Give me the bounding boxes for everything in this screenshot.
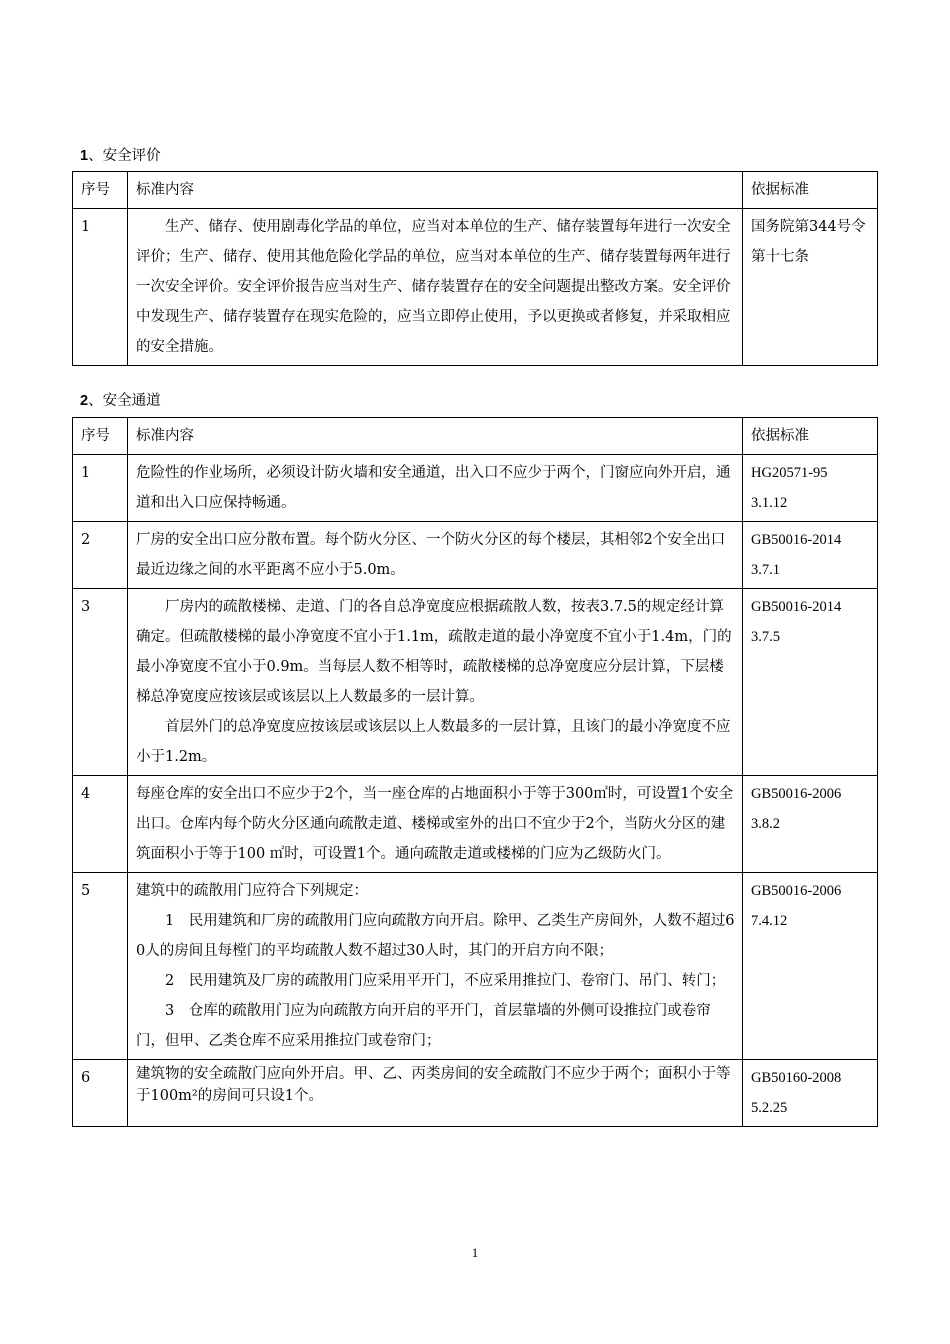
row-number: 1 xyxy=(73,209,128,366)
reference-source: GB50016-2006 xyxy=(751,883,842,899)
reference-clause: 3.7.5 xyxy=(751,629,780,645)
section-label: 、安全通道 xyxy=(88,393,161,409)
content-paragraph: 1 民用建筑和厂房的疏散用门应向疏散方向开启。除甲、乙类生产房间外，人数不超过60人的房间且每樘门的平均疏散人数不超过30人时，其门的开启方向不限； xyxy=(136,913,735,959)
header-content: 标准内容 xyxy=(128,172,743,209)
reference-clause: 3.1.12 xyxy=(751,495,788,511)
row-reference xyxy=(743,1060,878,1127)
reference-source: HG20571-95 xyxy=(751,465,828,481)
content-paragraph: 首层外门的总净宽度应按该层或该层以上人数最多的一层计算，且该门的最小净宽度不应小于1.2m。 xyxy=(136,719,731,765)
table-row xyxy=(73,776,878,873)
table-row xyxy=(73,589,878,776)
reference-clause: 3.8.2 xyxy=(751,816,780,832)
header-seq: 序号 xyxy=(73,172,128,209)
reference-clause: 3.7.1 xyxy=(751,562,780,578)
row-reference xyxy=(743,589,878,776)
row-content xyxy=(128,873,743,1060)
reference-clause: 5.2.25 xyxy=(751,1100,788,1116)
reference-source: GB50016-2014 xyxy=(751,599,842,615)
row-content xyxy=(128,522,743,589)
table-row xyxy=(73,522,878,589)
content-paragraph: 危险性的作业场所，必须设计防火墙和安全通道，出入口不应少于两个，门窗应向外开启，通道和出入口应保持畅通。 xyxy=(136,465,731,511)
content-paragraph: 厂房的安全出口应分散布置。每个防火分区、一个防火分区的每个楼层，其相邻2个安全出口最近边缘之间的水平距离不应小于5.0m。 xyxy=(136,532,726,578)
reference-clause: 第十七条 xyxy=(751,249,809,265)
content-paragraph: 2 民用建筑及厂房的疏散用门应采用平开门，不应采用推拉门、卷帘门、吊门、转门； xyxy=(165,973,726,989)
content-paragraph: 厂房内的疏散楼梯、走道、门的各自总净宽度应根据疏散人数，按表3.7.5的规定经计算确定。但疏散楼梯的最小净宽度不宜小于1.1m，疏散走道的最小净宽度不宜小于1.4m，门的最小净宽度不宜小于0.9m。当每层人数不相等时，疏散楼梯的总净宽度应分层计算，下层楼梯总净宽度应按该层或该层以上人数最多的一层计算。 xyxy=(136,599,732,705)
row-content xyxy=(128,589,743,776)
section-title xyxy=(80,146,161,166)
row-reference xyxy=(743,455,878,522)
section-number: 1 xyxy=(80,148,89,164)
row-content xyxy=(128,776,743,873)
reference-source: GB50016-2014 xyxy=(751,532,842,548)
content-paragraph: 每座仓库的安全出口不应少于2个，当一座仓库的占地面积小于等于300㎡时，可设置1个安全出口。仓库内每个防火分区通向疏散走道、楼梯或室外的出口不宜少于2个，当防火分区的建筑面积小于等于100 ㎡时，可设置1个。通向疏散走道或楼梯的门应为乙级防火门。 xyxy=(136,786,734,862)
reference-source: GB50016-2006 xyxy=(751,786,842,802)
row-number: 4 xyxy=(73,776,128,873)
row-number: 3 xyxy=(73,589,128,776)
table-row xyxy=(73,209,878,366)
row-content xyxy=(128,209,743,366)
row-reference xyxy=(743,522,878,589)
header-reference: 依据标准 xyxy=(743,418,878,455)
section-label: 、安全评价 xyxy=(88,148,161,164)
row-reference xyxy=(743,776,878,873)
row-reference xyxy=(743,873,878,1060)
content-paragraph: 建筑中的疏散用门应符合下列规定： xyxy=(136,883,368,899)
row-number: 1 xyxy=(73,455,128,522)
row-content xyxy=(128,1060,743,1127)
section-title xyxy=(80,391,161,411)
standards-table-2 xyxy=(72,417,878,1127)
reference-clause: 7.4.12 xyxy=(751,913,788,929)
content-paragraph: 建筑物的安全疏散门应向外开启。甲、乙、丙类房间的安全疏散门不应少于两个；面积小于等于100m²的房间可只设1个。 xyxy=(136,1066,731,1104)
header-reference: 依据标准 xyxy=(743,172,878,209)
section-number: 2 xyxy=(80,393,89,409)
header-content: 标准内容 xyxy=(128,418,743,455)
reference-source: GB50160-2008 xyxy=(751,1070,842,1086)
content-paragraph: 3 仓库的疏散用门应为向疏散方向开启的平开门，首层靠墙的外侧可设推拉门或卷帘门，但甲、乙类仓库不应采用推拉门或卷帘门； xyxy=(136,1003,711,1049)
reference-source: 国务院第344号令 xyxy=(751,219,866,235)
page-number: 1 xyxy=(471,1245,479,1260)
row-reference xyxy=(743,209,878,366)
row-number: 2 xyxy=(73,522,128,589)
table-row xyxy=(73,455,878,522)
table-row xyxy=(73,873,878,1060)
content-paragraph: 生产、储存、使用剧毒化学品的单位，应当对本单位的生产、储存装置每年进行一次安全评价；生产、储存、使用其他危险化学品的单位，应当对本单位的生产、储存装置每两年进行一次安全评价。安全评价报告应当对生产、储存装置存在的安全问题提出整改方案。安全评价中发现生产、储存装置存在现实危险的，应当立即停止使用，予以更换或者修复，并采取相应的安全措施。 xyxy=(136,219,731,355)
row-number: 5 xyxy=(73,873,128,1060)
standards-table-1 xyxy=(72,171,878,366)
header-seq: 序号 xyxy=(73,418,128,455)
table-header-row xyxy=(73,172,878,209)
table-header-row xyxy=(73,418,878,455)
row-content xyxy=(128,455,743,522)
table-row xyxy=(73,1060,878,1127)
row-number: 6 xyxy=(73,1060,128,1127)
